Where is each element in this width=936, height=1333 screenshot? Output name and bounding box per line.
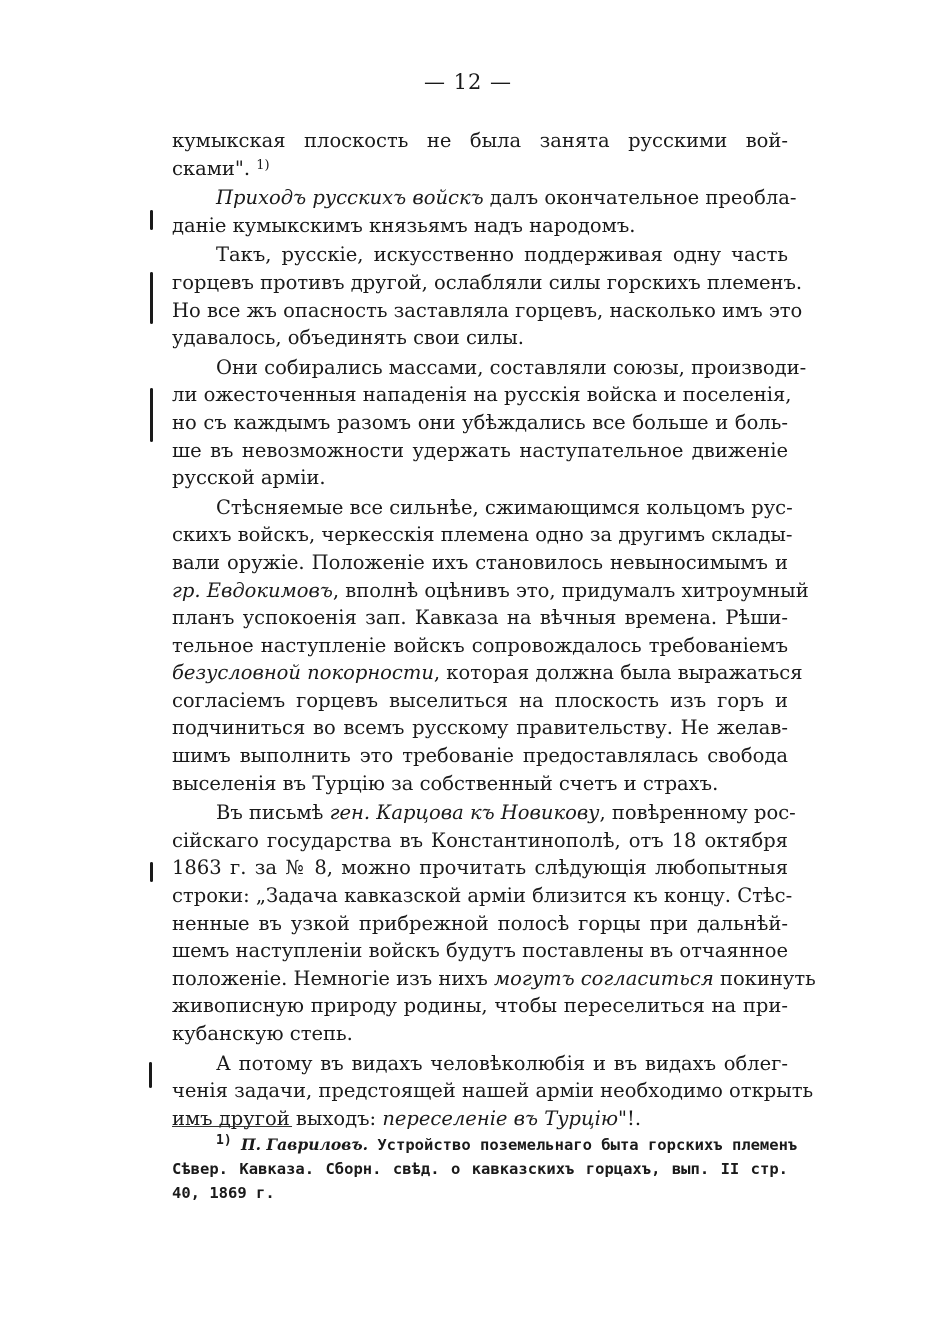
text-run: согласіемъ горцевъ выселиться на плоскость изъ горъ и	[172, 688, 788, 712]
text-run: вали оружіе. Положеніе ихъ становилось невыносимымъ и	[172, 550, 788, 574]
text-run: положеніе. Немногіе изъ нихъ	[172, 966, 494, 990]
text-run: А потому въ видахъ человѣколюбія и въ видахъ облег-	[216, 1051, 788, 1075]
text-run: ненные въ узкой прибрежной полосѣ горцы при дальнѣй-	[172, 911, 788, 935]
footnote-reference: 1)	[256, 157, 270, 173]
text-run: , повѣренному рос-	[599, 801, 796, 825]
paragraph	[172, 494, 809, 798]
text-run: выселенія въ Турцію за собственный счетъ и страхъ.	[172, 771, 719, 795]
text-run: горцевъ противъ другой, ослабляли силы горскихъ племенъ.	[172, 270, 803, 294]
text-run: ченія задачи, предстоящей нашей арміи необходимо открыть	[172, 1079, 814, 1103]
text-line	[172, 297, 803, 325]
paragraph	[172, 184, 797, 239]
text-line	[172, 742, 788, 770]
text-run: ли ожесточенныя нападенія на русскія войска и поселенія,	[172, 383, 792, 407]
text-line	[172, 827, 788, 855]
text-line	[172, 324, 788, 352]
paragraph	[172, 799, 816, 1047]
text-run: тельное наступленіе войскъ сопровождалось требованіемъ	[172, 633, 788, 657]
footnote-divider	[172, 1126, 292, 1127]
margin-mark	[150, 210, 153, 230]
margin-mark	[150, 388, 153, 442]
italic-phrase: переселеніе въ Турцію	[382, 1106, 619, 1130]
text-run: удавалось, объединять свои силы.	[172, 326, 524, 350]
text-run: даніе кумыкскимъ князьямъ надъ народомъ.	[172, 213, 636, 237]
text-line	[172, 604, 788, 632]
text-line	[172, 910, 788, 938]
text-line	[172, 632, 788, 660]
text-run: , вполнѣ оцѣнивъ это, придумалъ хитроумный	[332, 578, 809, 602]
footnotes	[172, 1133, 798, 1205]
italic-phrase: безусловной покорности	[172, 661, 434, 685]
text-line	[172, 770, 788, 798]
paragraph	[172, 354, 807, 492]
text-line	[172, 155, 788, 183]
text-run: Но все жъ опасность заставляла горцевъ, насколько имъ это	[172, 298, 803, 322]
text-run: 1863 г. за № 8, можно прочитать слѣдующія любопытныя	[172, 856, 788, 880]
footnote-marker: 1)	[216, 1133, 232, 1148]
text-line	[172, 437, 788, 465]
text-run: шемъ наступленіи войскъ будутъ поставлены въ отчаянное	[172, 939, 789, 963]
text-line	[172, 464, 788, 492]
text-line	[172, 992, 788, 1020]
text-run: Такъ, русскіе, искусственно поддерживая одну часть	[216, 243, 788, 267]
text-run: Въ письмѣ	[216, 801, 330, 825]
italic-phrase: Приходъ русскихъ войскъ	[216, 186, 484, 210]
italic-phrase: ген. Карцова къ Новикову	[329, 801, 600, 825]
footnote-line	[172, 1133, 798, 1157]
text-line	[172, 409, 788, 437]
text-run: покинуть	[713, 966, 816, 990]
text-line	[172, 1077, 814, 1105]
text-line	[172, 687, 788, 715]
text-line	[172, 354, 807, 382]
text-line	[172, 184, 797, 212]
text-run: планъ успокоенія зап. Кавказа на вѣчныя времена. Рѣши-	[172, 606, 788, 630]
text-run: кубанскую степь.	[172, 1022, 353, 1045]
text-line	[172, 1105, 788, 1133]
text-run: но съ каждымъ разомъ они убѣждались все больше и боль-	[172, 410, 788, 434]
footnote-author: П. Гавриловъ.	[241, 1135, 368, 1154]
paragraph	[172, 127, 788, 182]
text-run: ше въ невозможности удержать наступательное движеніе	[172, 438, 788, 462]
text-line	[172, 1020, 788, 1048]
text-run: живописную природу родины, чтобы переселиться на при-	[172, 994, 788, 1018]
italic-phrase: могутъ согласиться	[494, 966, 714, 990]
text-run: строки: „Задача кавказской арміи близится къ концу. Стѣс-	[172, 884, 793, 908]
text-line	[172, 549, 788, 577]
italic-phrase: гр. Евдокимовъ	[172, 578, 333, 602]
text-run: Они собирались массами, составляли союзы, производи-	[216, 355, 807, 379]
text-run: далъ окончательное преобла-	[483, 186, 797, 210]
text-line	[172, 521, 793, 549]
text-line	[172, 799, 796, 827]
page-number: — 12 —	[423, 70, 513, 94]
margin-mark	[150, 862, 153, 882]
text-run: , которая должна была выражаться	[433, 661, 803, 685]
footnote-line: 40, 1869 г.	[172, 1184, 275, 1202]
text-line	[172, 127, 788, 155]
margin-mark	[149, 1062, 152, 1088]
text-run: скихъ войскъ, черкесскія племена одно за другимъ склады-	[172, 523, 793, 547]
text-run: Стѣсняемые все сильнѣе, сжимающимся кольцомъ рус-	[216, 495, 793, 519]
text-run: "!.	[618, 1106, 642, 1130]
text-line	[172, 965, 816, 993]
text-line	[172, 714, 788, 742]
text-line	[172, 937, 788, 965]
margin-mark	[150, 272, 153, 324]
body-text	[172, 127, 816, 1132]
text-line	[172, 269, 803, 297]
text-line	[172, 659, 803, 687]
text-run: русской арміи.	[172, 466, 326, 490]
text-run: шимъ выполнить это требованіе предоставлялась свобода	[172, 744, 788, 768]
text-run: сійскаго государства въ Константинополѣ, отъ 18 октября	[172, 828, 788, 852]
text-run: сками".	[172, 156, 257, 180]
paragraph	[172, 241, 803, 351]
text-line	[172, 882, 793, 910]
text-run: имъ другой выходъ:	[172, 1106, 383, 1130]
footnote-title: Устройство поземельнаго быта горскихъ племенъ	[368, 1136, 798, 1154]
text-line	[172, 212, 788, 240]
text-line	[172, 241, 788, 269]
text-run: подчиниться во всемъ русскому правительству. Не желав-	[172, 716, 788, 740]
paragraph	[172, 1050, 814, 1133]
footnote-line: Сѣвер. Кавказа. Сборн. свѣд. о кавказскихъ горцахъ, вып. II стр.	[172, 1160, 788, 1178]
text-line	[172, 494, 793, 522]
text-line	[172, 381, 792, 409]
text-line	[172, 854, 788, 882]
text-run: кумыкская плоскость не была занята русскими вой-	[172, 129, 788, 152]
text-line	[172, 577, 809, 605]
text-line	[172, 1050, 788, 1078]
